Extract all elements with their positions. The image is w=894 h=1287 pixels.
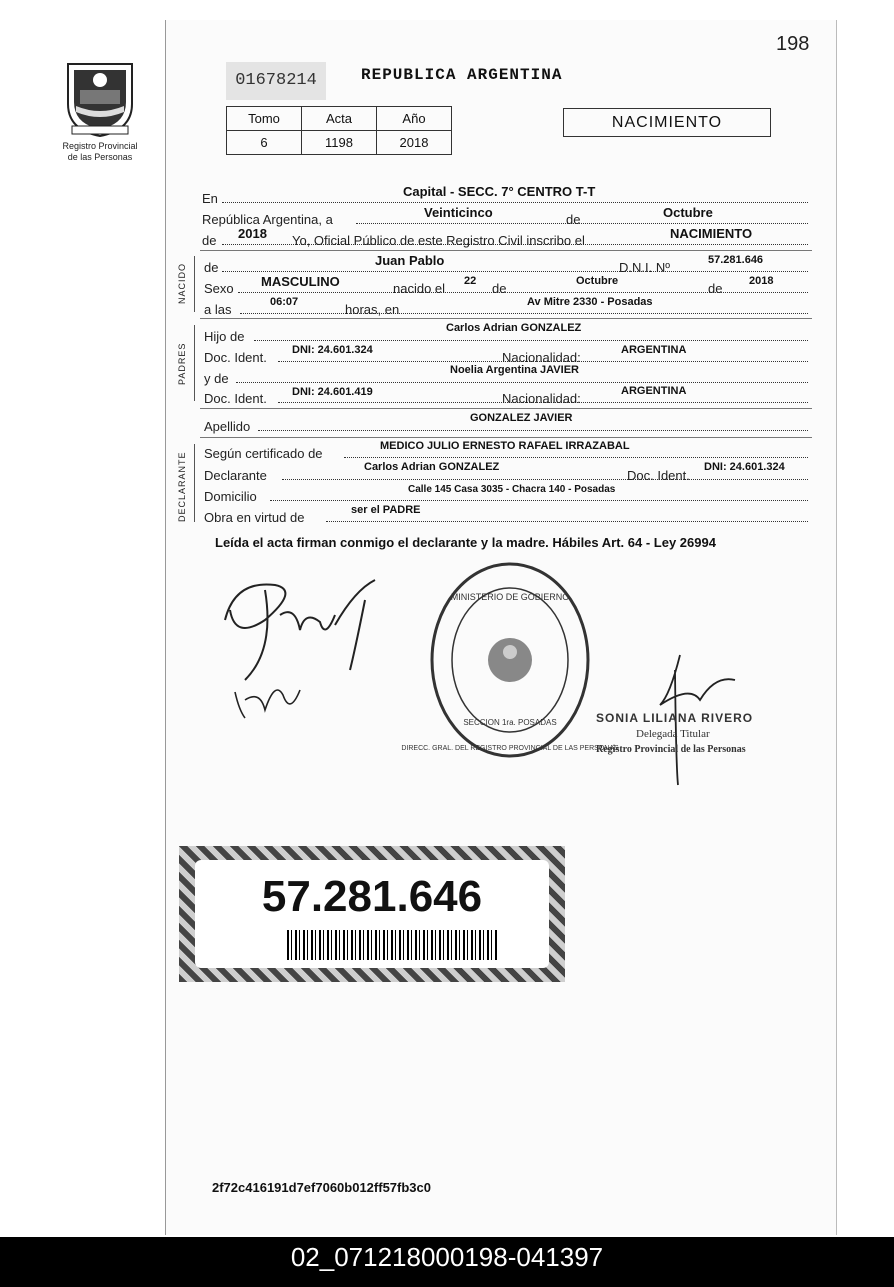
stamp-outer-text: DIRECC. GRAL. DEL REGISTRO PROVINCIAL DE LAS PERSONAS [401, 745, 619, 752]
official-office: Registro Provincial de las Personas [596, 744, 746, 755]
obra-value: ser el PADRE [351, 504, 421, 516]
tomo-value: 6 [227, 131, 302, 155]
birth-place: Av Mitre 2330 - Posadas [527, 296, 653, 308]
nacionalidad-label-2: Nacionalidad: [502, 391, 581, 406]
registry-stamp [401, 560, 619, 760]
doc-ident-label: Doc. Ident. [204, 350, 267, 365]
father-doc: DNI: 24.601.324 [292, 344, 373, 356]
en-value: Capital - SECC. 7° CENTRO T-T [403, 184, 596, 199]
birth-de-label: de [492, 281, 507, 296]
country-title: REPUBLICA ARGENTINA [361, 66, 563, 84]
de-label: de [566, 212, 581, 227]
dni-label: D.N.I. Nº [619, 260, 670, 275]
declarante-name: Carlos Adrian GONZALEZ [364, 461, 500, 473]
child-name: Juan Pablo [375, 253, 445, 268]
mother-name: Noelia Argentina JAVIER [450, 364, 579, 376]
registry-table [226, 106, 452, 155]
act-type-box: NACIMIENTO [563, 108, 771, 137]
closing-text: Leída el acta firman conmigo el declarante y la madre. Hábiles Art. 64 - Ley 26994 [215, 535, 716, 550]
nacionalidad-label: Nacionalidad: [502, 350, 581, 365]
domicilio-value: Calle 145 Casa 3035 - Chacra 140 - Posadas [408, 484, 616, 495]
sexo-label: Sexo [204, 281, 234, 296]
barcode-number: 57.281.646 [261, 872, 483, 921]
oficial-text: Yo, Oficial Público de este Registro Civil inscribo el [292, 233, 585, 248]
birth-day: 22 [464, 275, 477, 287]
mother-nationality: ARGENTINA [621, 385, 687, 397]
domicilio-label: Domicilio [204, 489, 257, 504]
anio-value: 2018 [377, 131, 452, 155]
sexo-value: MASCULINO [261, 274, 340, 289]
serial-number: 01678214 [226, 62, 326, 100]
de2-label: de [202, 233, 217, 248]
birth-de-label2: de [708, 281, 723, 296]
tomo-header: Tomo [227, 107, 302, 131]
birth-month: Octubre [576, 275, 619, 287]
apellido-value: GONZALEZ JAVIER [470, 412, 573, 424]
child-dni: 57.281.646 [708, 254, 764, 266]
acta-header: Acta [302, 107, 377, 131]
nacido-el-label: nacido el [393, 281, 446, 296]
birth-year: 2018 [749, 275, 774, 287]
stamp-bottom-text: SECCION 1ra. POSADAS [463, 718, 557, 727]
y-de-label: y de [204, 371, 229, 386]
horas-label: horas, en [345, 302, 400, 317]
month-value: Octubre [663, 205, 713, 220]
dotted-line [240, 299, 808, 314]
day-value: Veinticinco [424, 205, 493, 220]
en-label: En [202, 191, 218, 206]
barcode [287, 930, 497, 960]
father-name: Carlos Adrian GONZALEZ [446, 322, 582, 334]
act-value: NACIMIENTO [670, 226, 753, 241]
certificado-value: MEDICO JULIO ERNESTO RAFAEL IRRAZABAL [380, 440, 630, 452]
declarante-section-label: DECLARANTE [177, 451, 187, 522]
page-number: 198 [776, 33, 810, 55]
birth-time: 06:07 [270, 296, 299, 308]
declarante-doc: DNI: 24.601.324 [704, 461, 785, 473]
stamp-inner-text: MINISTERIO DE GOBIERNO [450, 592, 570, 602]
nacido-de-label: de [204, 260, 219, 275]
certificado-label: Según certificado de [204, 446, 323, 461]
padres-section-label: PADRES [177, 342, 187, 385]
anio-header: Año [377, 107, 452, 131]
section-bar [194, 256, 195, 312]
alas-label: a las [204, 302, 232, 317]
section-bar [194, 325, 195, 401]
barcode-card [179, 846, 565, 982]
document-hash: 2f72c416191d7ef7060b012ff57fb3c0 [212, 1180, 431, 1195]
footer-filename: 02_071218000198-041397 [0, 1237, 894, 1287]
father-nationality: ARGENTINA [621, 344, 687, 356]
section-separator [200, 250, 812, 251]
misiones-seal-logo [62, 56, 138, 138]
year-value: 2018 [238, 226, 267, 241]
official-name: SONIA LILIANA RIVERO [596, 711, 754, 725]
doc-ident-label-2: Doc. Ident. [204, 391, 267, 406]
mother-doc: DNI: 24.601.419 [292, 386, 373, 398]
obra-label: Obra en virtud de [204, 510, 305, 525]
nacido-section-label: NACIDO [177, 262, 187, 304]
acta-value: 1198 [302, 131, 377, 155]
apellido-label: Apellido [204, 419, 251, 434]
declarante-signature [205, 560, 415, 740]
logo-caption: Registro Provincial de las Personas [62, 141, 138, 162]
declarante-doc-label: Doc. Ident. [627, 468, 690, 483]
barcode-card-inner [195, 860, 549, 968]
section-separator [200, 437, 812, 438]
official-block [596, 710, 786, 758]
republica-label: República Argentina, a [202, 212, 333, 227]
section-separator [200, 408, 812, 409]
section-bar [194, 444, 195, 522]
hijo-de-label: Hijo de [204, 329, 245, 344]
official-title: Delegada Titular [636, 728, 710, 740]
declarante-label: Declarante [204, 468, 267, 483]
section-separator [200, 318, 812, 319]
